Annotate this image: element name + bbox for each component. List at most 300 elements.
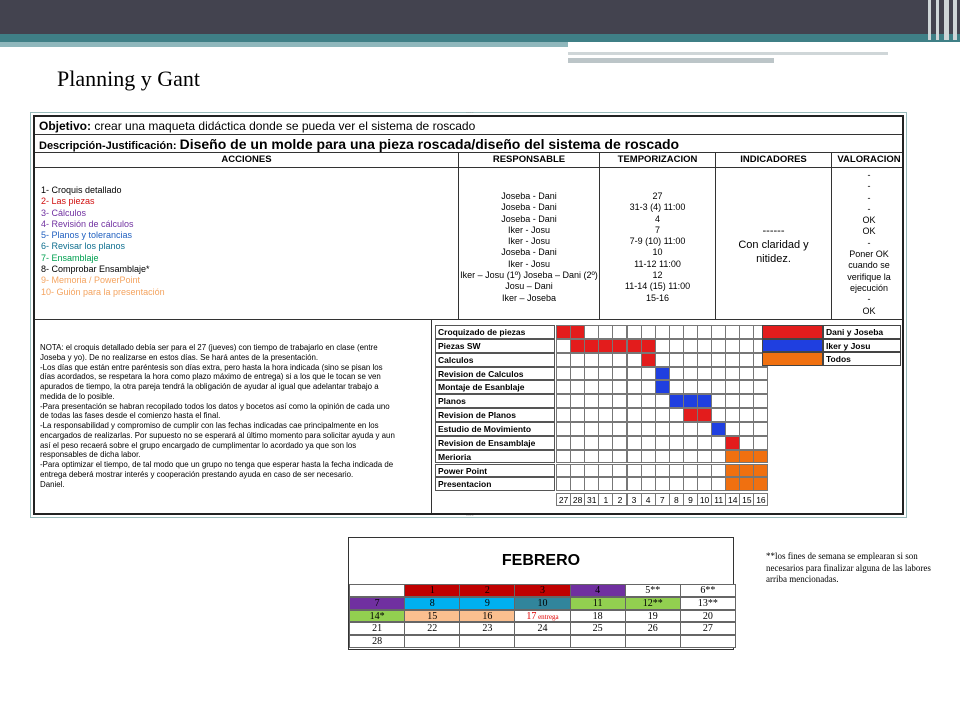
gantt-bar — [570, 325, 585, 339]
gantt-cell — [627, 450, 642, 464]
gantt-bar — [556, 325, 571, 339]
gantt-cell — [584, 367, 599, 381]
gantt-cell — [655, 394, 670, 408]
gantt-bar — [725, 464, 740, 478]
gantt-bar — [641, 353, 656, 367]
gantt-cell — [627, 353, 642, 367]
calendar-day — [625, 597, 681, 610]
calendar-day-number: 8 — [429, 597, 435, 609]
gantt-cell — [683, 450, 698, 464]
gantt-cell — [655, 325, 670, 339]
accion-item: 8- Comprobar Ensamblaje* — [41, 264, 150, 275]
gantt-day-label: 10 — [697, 493, 712, 506]
nota-paragraph: -Para optimizar el tiempo, de tal modo que un grupo no tenga que esperar hasta la fecha indicada de entrega deberá mostrar interés y cooperación prestando ayuda en caso de ser necesario. — [40, 460, 394, 479]
nota-paragraph: Daniel. — [40, 479, 65, 489]
gantt-task-label: Piezas SW — [435, 339, 555, 353]
gantt-cell — [683, 339, 698, 353]
accion-item: 4- Revisión de cálculos — [41, 218, 134, 229]
gantt-cell — [570, 394, 585, 408]
gantt-cell — [753, 422, 768, 436]
gantt-cell — [627, 394, 642, 408]
accion-item: 6- Revisar los planos — [41, 241, 126, 252]
gantt-cell — [584, 450, 599, 464]
gantt-cell — [669, 450, 684, 464]
gantt-cell — [570, 367, 585, 381]
gantt-bar — [655, 367, 670, 381]
gantt-cell — [697, 450, 712, 464]
accent-stripe — [953, 0, 957, 40]
gantt-cell — [725, 394, 740, 408]
gantt-day-label: 16 — [753, 493, 768, 506]
calendar-day — [349, 635, 405, 648]
valoracion-item: - — [867, 170, 871, 180]
gantt-day-label: 11 — [711, 493, 726, 506]
gantt-cell — [556, 477, 571, 491]
indicador-item: nitidez. — [756, 253, 791, 265]
gantt-cell — [683, 464, 698, 478]
gantt-cell — [711, 380, 726, 394]
nota-text — [40, 343, 395, 489]
gantt-cell — [612, 464, 627, 478]
temporizacion-item: 11-14 (15) 11:00 — [624, 281, 691, 292]
gantt-cell — [669, 339, 684, 353]
gantt-cell — [641, 422, 656, 436]
accent-line — [568, 58, 774, 63]
calendar-day — [514, 597, 570, 610]
gantt-cell — [556, 394, 571, 408]
nota-paragraph: NOTA: el croquis detallado debía ser para el 27 (jueves) con tiempo de trabajarlo en clase (entre Joseba y yo). De no realizarse en estos días. Se hará antes de la presentación. — [40, 343, 378, 362]
gantt-cell — [697, 380, 712, 394]
calendar-day-number: 28 — [372, 636, 383, 648]
calendar-day-number: 6** — [700, 585, 716, 596]
gantt-cell — [655, 436, 670, 450]
legend-swatch — [762, 339, 823, 353]
gantt-cell — [584, 422, 599, 436]
nota-paragraph: -Los días que están entre paréntesis son días extra, pero hasta la hora indicada (sino se pisan los días acordados, se respetara la hora como plazo máximo de entrega) si a los que le tocan se ven apurados de tiempo, la otra pareja tendrá la obligación de ayudar al igual que adelantar trabajo a medida de lo posible. — [40, 362, 383, 401]
teal-band-light — [0, 42, 568, 47]
accion-item: 1- Croquis detallado — [41, 185, 122, 195]
gantt-cell — [627, 477, 642, 491]
gantt-bar — [697, 408, 712, 422]
gantt-bar — [570, 339, 585, 353]
gantt-task-label: Croquizado de piezas — [435, 325, 555, 339]
calendar-day — [404, 597, 460, 610]
gantt-bar — [612, 339, 627, 353]
gantt-cell — [683, 325, 698, 339]
gantt-cell — [669, 464, 684, 478]
gantt-cell — [669, 353, 684, 367]
valoracion-list — [832, 168, 906, 319]
gantt-cell — [556, 422, 571, 436]
gantt-cell — [683, 367, 698, 381]
gantt-cell — [753, 380, 768, 394]
accion-item: 7- Ensamblaje — [41, 252, 99, 263]
gantt-cell — [627, 422, 642, 436]
valoracion-item: - — [867, 237, 871, 248]
gantt-day-label: 7 — [655, 493, 670, 506]
gantt-cell — [556, 408, 571, 422]
gantt-cell — [739, 436, 754, 450]
calendar-title: FEBRERO — [501, 552, 581, 569]
gantt-cell — [739, 353, 754, 367]
gantt-day-label: 1 — [598, 493, 613, 506]
calendar-day — [570, 635, 626, 648]
gantt-cell — [669, 367, 684, 381]
legend-label: Iker y Josu — [823, 339, 901, 353]
gantt-cell — [612, 380, 627, 394]
gantt-cell — [612, 325, 627, 339]
gantt-cell — [570, 380, 585, 394]
gantt-bar — [739, 464, 754, 478]
gantt-cell — [584, 394, 599, 408]
calendar-day — [570, 622, 626, 635]
gantt-cell — [739, 367, 754, 381]
calendar-day-note: entrega — [536, 612, 559, 621]
temporizacion-item: 7 — [654, 224, 660, 235]
gantt-cell — [584, 436, 599, 450]
valoracion-item: - — [867, 181, 871, 192]
calendar-day — [459, 597, 515, 610]
gantt-cell — [725, 380, 740, 394]
gantt-bar — [753, 450, 768, 464]
gantt-cell — [697, 422, 712, 436]
gantt-cell — [655, 353, 670, 367]
gantt-cell — [598, 380, 613, 394]
gantt-bar — [598, 339, 613, 353]
temporizacion-item: 27 — [652, 191, 663, 201]
gantt-cell — [683, 380, 698, 394]
gantt-cell — [711, 339, 726, 353]
gantt-cell — [627, 380, 642, 394]
calendar-day — [349, 622, 405, 635]
gantt-cell — [641, 325, 656, 339]
gantt-bar — [627, 339, 642, 353]
temporizacion-list — [600, 168, 716, 319]
header-responsable: RESPONSABLE — [459, 153, 600, 167]
temporizacion-item: 15-16 — [645, 292, 670, 303]
calendar-day-number: 10 — [537, 597, 548, 609]
gantt-task-label: Revision de Calculos — [435, 367, 555, 381]
calendar-day — [459, 635, 515, 648]
calendar-day-number: 12** — [642, 597, 663, 609]
gantt-cell — [570, 408, 585, 422]
accion-item: 10- Guión para la presentación — [41, 286, 165, 297]
calendar-day — [404, 584, 460, 597]
accion-item: 3- Cálculos — [41, 207, 87, 218]
calendar-day — [680, 597, 736, 610]
gantt-cell — [641, 408, 656, 422]
calendar-day — [570, 597, 626, 610]
temporizacion-item: 12 — [652, 270, 663, 281]
gantt-day-label: 28 — [570, 493, 585, 506]
gantt-cell — [655, 450, 670, 464]
gantt-cell — [697, 477, 712, 491]
gantt-cell — [584, 353, 599, 367]
gantt-cell — [655, 422, 670, 436]
gantt-task-label: Revision de Planos — [435, 408, 555, 422]
gantt-cell — [725, 325, 740, 339]
accion-item: 2- Las piezas — [41, 196, 95, 207]
calendar-day — [404, 610, 460, 623]
accion-item: 5- Planos y tolerancias — [41, 230, 133, 241]
header-temporizacion: TEMPORIZACION — [600, 153, 716, 167]
gantt-bar — [669, 394, 684, 408]
gantt-cell — [725, 339, 740, 353]
gantt-cell — [753, 394, 768, 408]
gantt-bar — [725, 450, 740, 464]
calendar-day — [514, 635, 570, 648]
gantt-bar — [725, 477, 740, 491]
valoracion-item: verifique la — [847, 271, 891, 282]
calendar-day — [680, 622, 736, 635]
calendar-day — [514, 584, 570, 597]
calendar-day-number: 2 — [484, 585, 490, 596]
gantt-cell — [669, 436, 684, 450]
gantt-cell — [739, 325, 754, 339]
calendar-day — [404, 622, 460, 635]
gantt-cell — [711, 367, 726, 381]
gantt-bar — [655, 380, 670, 394]
responsable-item: Iker – Josu (1º) Joseba – Dani (2º) — [460, 270, 598, 281]
gantt-cell — [753, 408, 768, 422]
calendar-day-number: 5** — [645, 585, 661, 596]
handle-dots: .... — [466, 108, 474, 115]
gantt-cell — [584, 380, 599, 394]
gantt-cell — [598, 353, 613, 367]
calendar-day-number: 18 — [592, 610, 603, 622]
accent-stripe — [944, 0, 949, 40]
valoracion-item: OK — [862, 226, 876, 237]
descripcion-text: Diseño de un molde para una pieza roscada/diseño del sistema de roscado — [179, 136, 680, 152]
gantt-cell — [711, 394, 726, 408]
gantt-cell — [711, 464, 726, 478]
gantt-bar — [725, 436, 740, 450]
calendar-day-number: 25 — [592, 623, 603, 635]
gantt-cell — [556, 450, 571, 464]
gantt-cell — [725, 408, 740, 422]
legend-swatch — [762, 352, 823, 366]
gantt-day-label: 14 — [725, 493, 740, 506]
gantt-cell — [584, 464, 599, 478]
calendar-day — [349, 597, 405, 610]
gantt-cell — [725, 367, 740, 381]
gantt-cell — [641, 450, 656, 464]
gantt-bar — [584, 339, 599, 353]
gantt-cell — [612, 394, 627, 408]
calendar-day-number: 19 — [647, 610, 658, 622]
temporizacion-item: 10 — [652, 247, 663, 258]
gantt-cell — [556, 464, 571, 478]
calendar-day-number: 4 — [595, 585, 601, 596]
accent-stripe — [936, 0, 939, 40]
gantt-cell — [627, 367, 642, 381]
gantt-cell — [711, 325, 726, 339]
gantt-cell — [669, 380, 684, 394]
gantt-cell — [739, 339, 754, 353]
gantt-cell — [683, 436, 698, 450]
gantt-cell — [669, 325, 684, 339]
gantt-cell — [598, 477, 613, 491]
calendar-day-number: 21 — [372, 623, 383, 635]
gantt-day-label: 31 — [584, 493, 599, 506]
gantt-cell — [612, 436, 627, 450]
gantt-cell — [570, 477, 585, 491]
gantt-cell — [598, 367, 613, 381]
accent-stripe — [928, 0, 931, 40]
valoracion-item: OK — [862, 305, 876, 316]
responsable-item: Joseba - Dani — [501, 191, 557, 201]
gantt-bar — [697, 394, 712, 408]
gantt-cell — [641, 367, 656, 381]
calendar-day — [514, 610, 570, 623]
responsable-item: Iker - Josu — [507, 224, 550, 235]
gantt-task-label: Merioria — [435, 450, 555, 464]
gantt-cell — [598, 422, 613, 436]
calendar-day — [349, 584, 405, 597]
gantt-cell — [655, 339, 670, 353]
calendar-day-number: 11 — [592, 597, 603, 609]
calendar-day — [680, 610, 736, 623]
valoracion-item: Poner OK — [849, 249, 889, 260]
gantt-cell — [570, 450, 585, 464]
gantt-bar — [753, 477, 768, 491]
gantt-bar — [711, 422, 726, 436]
temporizacion-item: 7-9 (10) 11:00 — [629, 236, 686, 247]
gantt-cell — [598, 408, 613, 422]
gantt-day-label: 27 — [556, 493, 571, 506]
gantt-cell — [556, 353, 571, 367]
calendar-day-number: 1 — [429, 585, 435, 596]
gantt-cell — [556, 380, 571, 394]
responsable-item: Joseba - Dani — [501, 247, 557, 258]
gantt-cell — [598, 450, 613, 464]
gantt-cell — [612, 408, 627, 422]
gantt-cell — [711, 408, 726, 422]
responsable-list — [459, 168, 600, 319]
calendar-day-number: 27 — [702, 623, 713, 635]
valoracion-item: ejecución — [849, 282, 889, 293]
descripcion-row — [35, 135, 902, 153]
valoracion-item: - — [867, 192, 871, 203]
calendar-day-number: 7 — [374, 597, 380, 609]
calendar-day — [570, 610, 626, 623]
gantt-cell — [570, 464, 585, 478]
calendar-day-number: 20 — [702, 610, 713, 622]
calendar-day-number: 3 — [539, 585, 545, 596]
calendar-day — [459, 584, 515, 597]
objetivo-row — [35, 117, 902, 135]
objetivo-text: crear una maqueta didáctica donde se pueda ver el sistema de roscado — [94, 119, 476, 133]
calendar-day — [625, 622, 681, 635]
calendar-day — [459, 610, 515, 623]
acciones-list — [35, 168, 459, 319]
calendar-day — [349, 610, 405, 623]
gantt-cell — [711, 436, 726, 450]
responsable-item: Iker – Joseba — [501, 292, 557, 303]
indicadores-text — [716, 168, 832, 319]
gantt-cell — [641, 464, 656, 478]
calendar-day — [680, 635, 736, 648]
accion-item: 9- Memoria / PowerPoint — [41, 275, 141, 286]
gantt-cell — [697, 464, 712, 478]
slide-title: Planning y Gant — [57, 66, 200, 91]
gantt-cell — [739, 380, 754, 394]
calendar-day-number: 24 — [537, 623, 548, 635]
gantt-day-label: 8 — [669, 493, 684, 506]
gantt-task-label: Estudio de Movimiento — [435, 422, 555, 436]
calendar-day — [514, 622, 570, 635]
calendar-day-number: 13** — [697, 597, 718, 609]
calendar-day — [625, 610, 681, 623]
gantt-cell — [570, 422, 585, 436]
valoracion-item: - — [867, 203, 871, 214]
gantt-cell — [669, 408, 684, 422]
valoracion-item: - — [867, 294, 871, 305]
calendar-day — [404, 635, 460, 648]
gantt-cell — [584, 477, 599, 491]
gantt-cell — [655, 408, 670, 422]
calendar-day-number: 17 — [526, 610, 537, 622]
gantt-cell — [612, 353, 627, 367]
gantt-task-label: Montaje de Esanblaje — [435, 380, 555, 394]
gantt-cell — [697, 339, 712, 353]
content-row — [35, 168, 902, 320]
valoracion-item: cuando se — [848, 260, 890, 271]
teal-band — [0, 34, 960, 42]
header-acciones: ACCIONES — [35, 153, 459, 167]
gantt-cell — [655, 477, 670, 491]
calendar-day — [570, 584, 626, 597]
gantt-cell — [711, 450, 726, 464]
header-valoracion: VALORACION — [837, 154, 901, 165]
responsable-item: Joseba - Dani — [501, 202, 557, 213]
gantt-cell — [598, 436, 613, 450]
gantt-cell — [556, 367, 571, 381]
gantt-cell — [739, 408, 754, 422]
gantt-day-label: 2 — [612, 493, 627, 506]
responsable-item: Iker - Josu — [507, 258, 550, 269]
gantt-cell — [697, 436, 712, 450]
section-divider — [431, 320, 432, 513]
gantt-cell — [739, 422, 754, 436]
gantt-cell — [641, 477, 656, 491]
accent-line — [568, 52, 888, 55]
nota-paragraph: -Para presentación se habran recopilado todos los datos y bocetos así como la opinión de cada uno de todas las fases desde el comienzo hasta el final. — [40, 401, 390, 421]
gantt-cell — [584, 325, 599, 339]
calendar-day-number: 16 — [482, 610, 493, 622]
gantt-cell — [598, 394, 613, 408]
temporizacion-item: 4 — [654, 213, 660, 224]
gantt-task-label: Calculos — [435, 353, 555, 367]
gantt-cell — [612, 450, 627, 464]
objetivo-label: Objetivo: — [39, 119, 92, 133]
responsable-item: Joseba - Dani — [501, 213, 557, 224]
gantt-cell — [627, 408, 642, 422]
temporizacion-item: 31-3 (4) 11:00 — [629, 202, 686, 213]
gantt-cell — [711, 477, 726, 491]
gantt-cell — [669, 477, 684, 491]
gantt-cell — [612, 477, 627, 491]
gantt-task-label: Planos — [435, 394, 555, 408]
gantt-cell — [612, 422, 627, 436]
gantt-cell — [697, 325, 712, 339]
calendar-day-number: 9 — [484, 597, 490, 609]
gantt-day-label: 15 — [739, 493, 754, 506]
calendar-day — [459, 622, 515, 635]
gantt-cell — [753, 436, 768, 450]
top-bar — [0, 0, 960, 34]
gantt-day-label: 3 — [627, 493, 642, 506]
